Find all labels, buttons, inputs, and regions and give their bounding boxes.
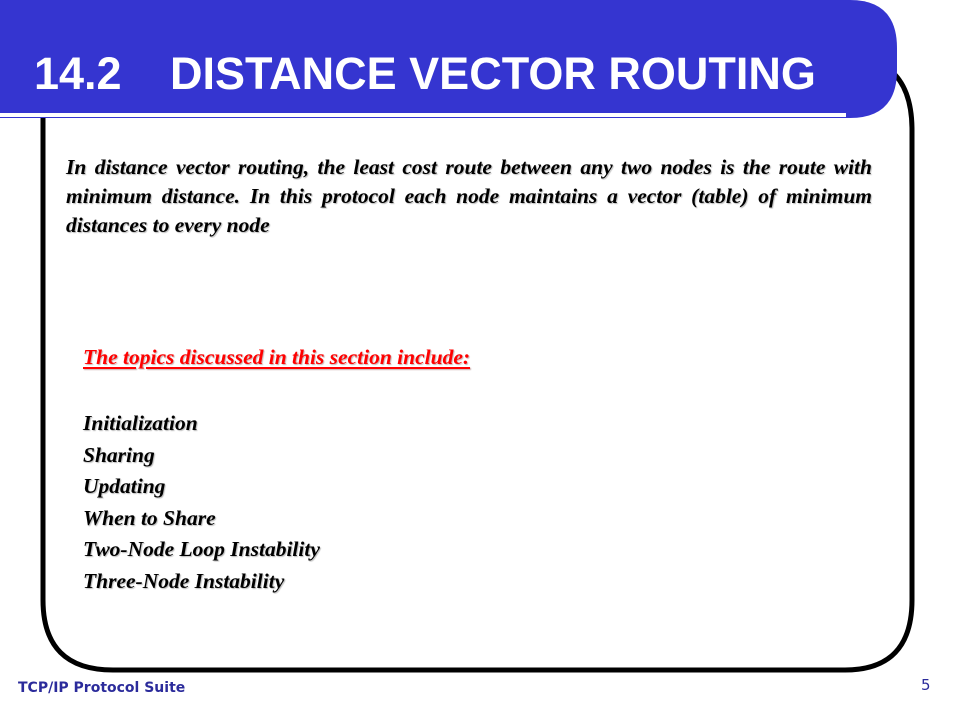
topic-item: Three-Node Instability: [83, 568, 285, 593]
topic-item: Two-Node Loop Instability: [83, 537, 320, 561]
topics-heading: The topics discussed in this section include:: [83, 345, 471, 369]
topics-list: [83, 408, 320, 597]
intro-paragraph: In distance vector routing, the least cost route between any two nodes is the route with minimum distance. In this protocol each node maintains a vector (table) of minimum distances to every node: [66, 155, 872, 237]
page-number: 5: [921, 676, 931, 694]
footer-suite-label: TCP/IP Protocol Suite: [18, 680, 186, 696]
section-title: DISTANCE VECTOR ROUTING: [170, 48, 816, 99]
topic-item: Sharing: [83, 442, 155, 467]
title-underline: [0, 113, 846, 117]
slide-title: [34, 44, 864, 104]
topic-item: When to Share: [83, 505, 216, 530]
section-number: 14.2: [34, 48, 122, 99]
topic-item: Initialization: [83, 411, 198, 435]
topic-item: Updating: [83, 474, 166, 498]
